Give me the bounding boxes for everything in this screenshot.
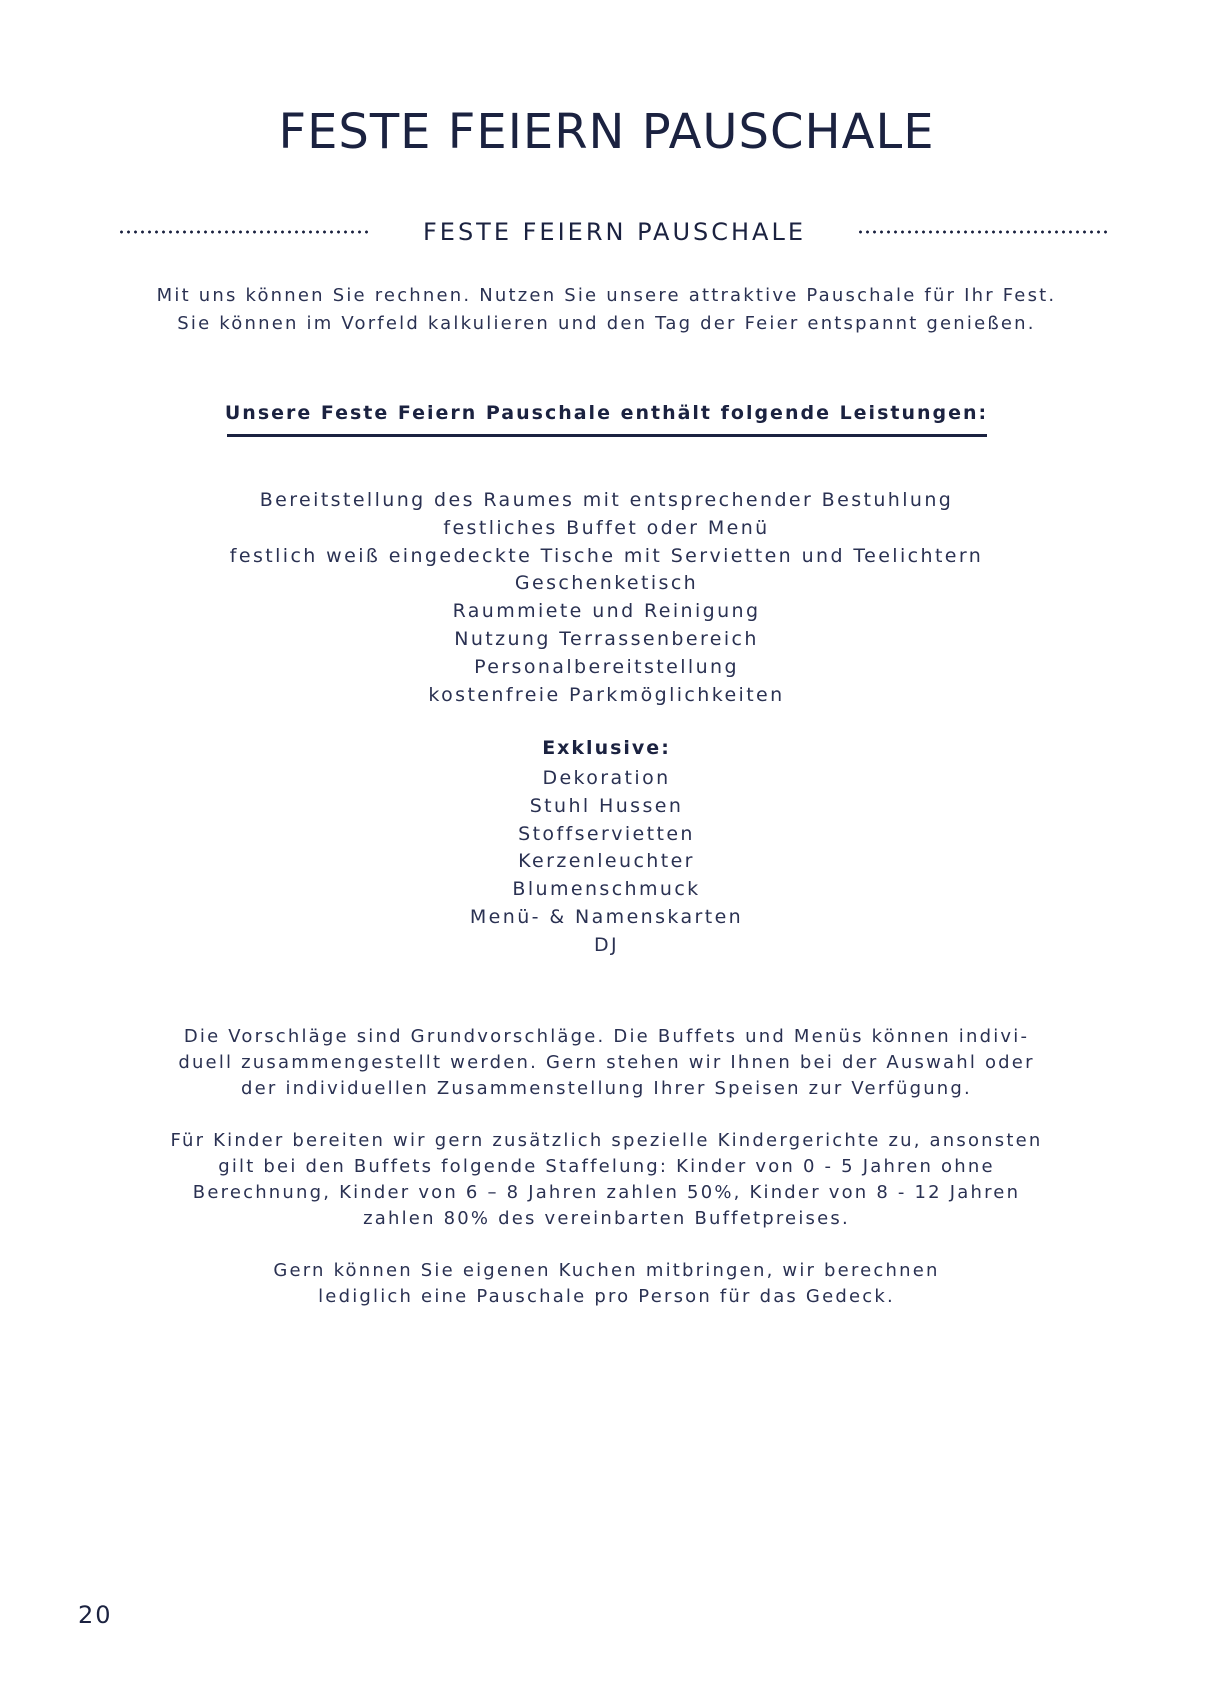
services-list	[0, 487, 1213, 709]
heading-underline	[227, 434, 987, 437]
section-title: FESTE FEIERN PAUSCHALE	[422, 218, 807, 246]
page-number: 20	[78, 1601, 113, 1629]
paragraph-line: zahlen 80% des vereinbarten Buffetpreises.	[363, 1208, 850, 1229]
dotted-divider-right	[857, 228, 1111, 236]
service-item: Nutzung Terrassenbereich	[454, 627, 759, 650]
section-header	[118, 216, 1111, 256]
exklusive-heading: Exklusive:	[542, 737, 671, 759]
exklusive-item: Blumenschmuck	[512, 878, 701, 901]
exklusive-item: Dekoration	[542, 767, 671, 789]
service-item: Bereitstellung des Raumes mit entsprechender Bestuhlung	[259, 489, 954, 511]
intro-text	[0, 282, 1213, 338]
intro-line: Sie können im Vorfeld kalkulieren und den Tag der Feier entspannt genießen.	[177, 313, 1036, 334]
paragraph-line: Gern können Sie eigenen Kuchen mitbringen, wir berechnen	[273, 1260, 940, 1281]
exklusive-item: Stuhl Hussen	[529, 794, 684, 817]
intro-line: Mit uns können Sie rechnen. Nutzen Sie unsere attraktive Pauschale für Ihr Fest.	[156, 285, 1057, 306]
paragraph-line: Berechnung, Kinder von 6 – 8 Jahren zahlen 50%, Kinder von 8 - 12 Jahren	[192, 1182, 1021, 1203]
children-pricing-paragraph	[0, 1128, 1213, 1232]
paragraph-line: duell zusammengestellt werden. Gern stehen wir Ihnen bei der Auswahl oder	[178, 1052, 1035, 1073]
service-item: Personalbereitstellung	[474, 655, 739, 678]
suggestions-paragraph	[0, 1024, 1213, 1102]
exklusive-item: Menü- & Namenskarten	[469, 905, 744, 928]
exklusive-item: Stoffservietten	[518, 822, 695, 845]
exklusive-item: Kerzenleuchter	[518, 850, 695, 873]
services-heading: Unsere Feste Feiern Pauschale enthält folgende Leistungen:	[224, 402, 989, 424]
paragraph-line: lediglich eine Pauschale pro Person für das Gedeck.	[318, 1286, 895, 1307]
paragraph-line: Die Vorschläge sind Grundvorschläge. Die Buffets und Menüs können indivi-	[183, 1026, 1030, 1047]
service-item: Raummiete und Reinigung	[452, 600, 761, 623]
service-item: festlich weiß eingedeckte Tische mit Servietten und Teelichtern	[229, 544, 984, 567]
page-title: FESTE FEIERN PAUSCHALE	[278, 104, 935, 160]
paragraph-line: gilt bei den Buffets folgende Staffelung: Kinder von 0 - 5 Jahren ohne	[218, 1156, 995, 1177]
paragraph-line: Für Kinder bereiten wir gern zusätzlich spezielle Kindergerichte zu, ansonsten	[170, 1130, 1043, 1151]
service-item: festliches Buffet oder Menü	[443, 516, 770, 539]
cake-paragraph	[0, 1258, 1213, 1310]
paragraph-line: der individuellen Zusammenstellung Ihrer Speisen zur Verfügung.	[241, 1078, 972, 1099]
service-item: kostenfreie Parkmöglichkeiten	[428, 683, 785, 706]
service-item: Geschenketisch	[514, 572, 699, 595]
exklusive-list	[0, 765, 1213, 960]
exklusive-item: DJ	[593, 933, 620, 956]
